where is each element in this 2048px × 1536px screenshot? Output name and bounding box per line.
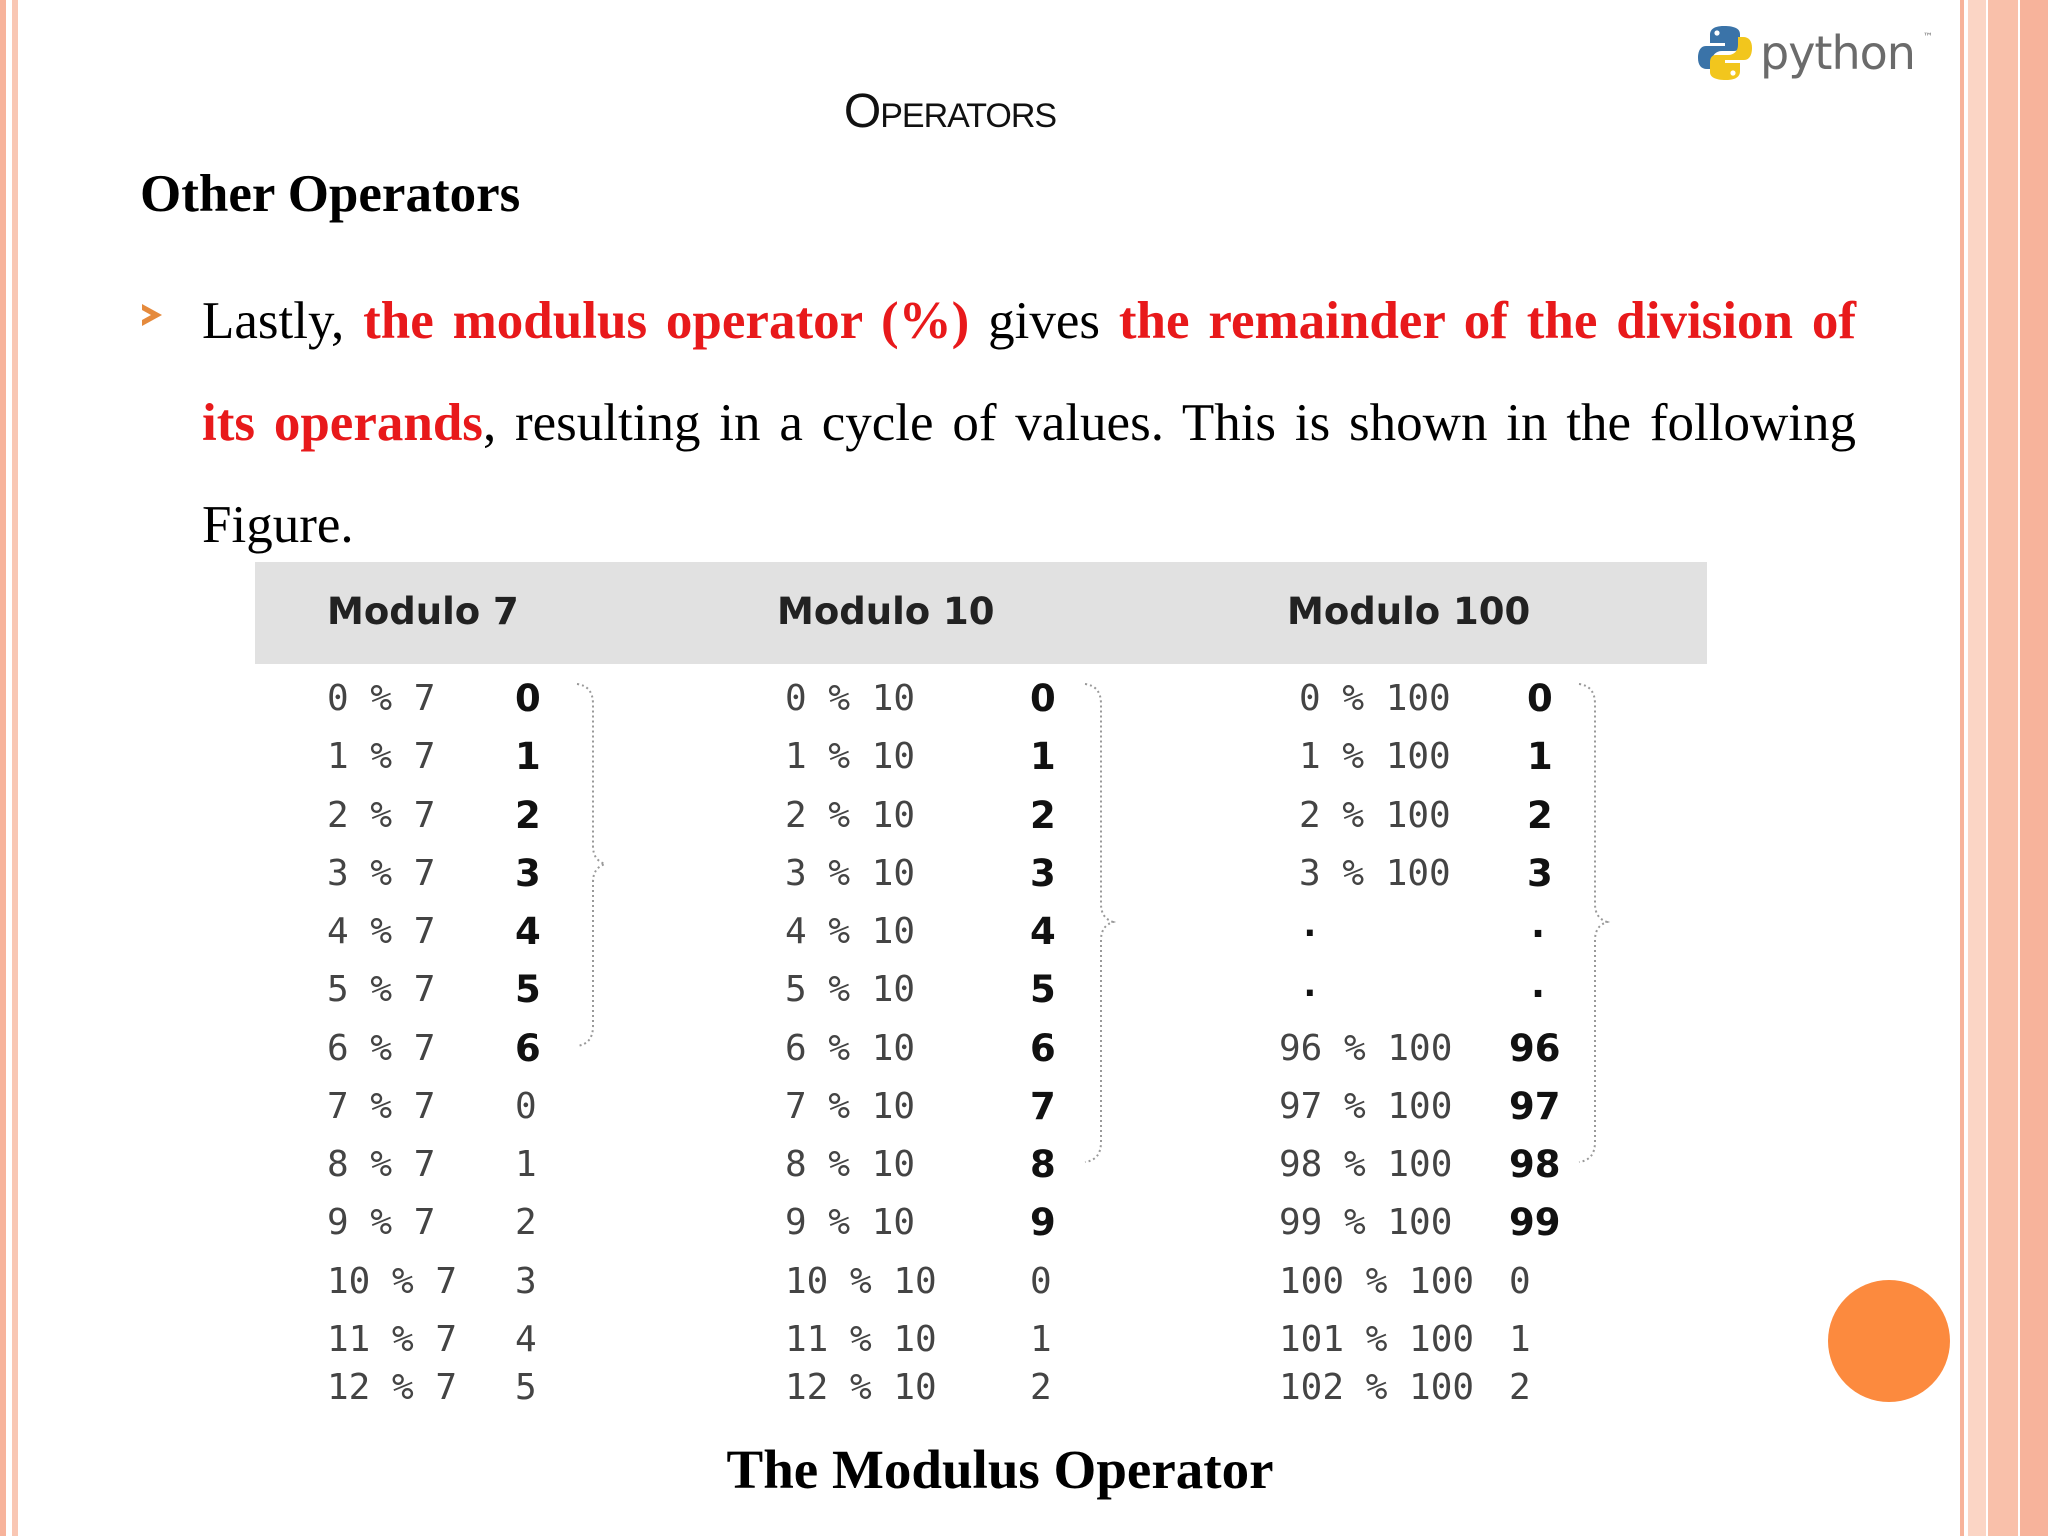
expression-cell: 10 % 7 xyxy=(327,1261,458,1302)
expression-cell: 102 % 100 xyxy=(1279,1367,1475,1408)
bullet-arrow-icon xyxy=(142,304,162,326)
expression-cell: 11 % 7 xyxy=(327,1319,458,1360)
bullet-paragraph xyxy=(202,270,1856,576)
left-border-stripe-inner xyxy=(12,0,18,1536)
result-cell: 0 xyxy=(1509,1261,1531,1302)
column-heading-modulo-10: Modulo 10 xyxy=(777,590,995,633)
result-cell: 8 xyxy=(1030,1143,1056,1186)
right-border-stripe xyxy=(1968,0,1986,1536)
expression-cell: 11 % 10 xyxy=(785,1319,937,1360)
expression-cell: 3 % 7 xyxy=(327,853,436,894)
expression-cell: 96 % 100 xyxy=(1279,1028,1453,1069)
expression-cell: 1 % 7 xyxy=(327,736,436,777)
result-cell: 9 xyxy=(1030,1201,1056,1244)
expression-cell: 101 % 100 xyxy=(1279,1319,1475,1360)
expression-cell: 97 % 100 xyxy=(1279,1086,1453,1127)
section-heading: Other Operators xyxy=(140,165,521,223)
result-cell: 1 xyxy=(515,735,541,778)
expression-cell: 12 % 7 xyxy=(327,1367,458,1408)
expression-cell: 0 % 7 xyxy=(327,678,436,719)
expression-cell: 8 % 7 xyxy=(327,1144,436,1185)
expression-cell: 0 % 10 xyxy=(785,678,916,719)
result-cell: 0 xyxy=(1030,677,1056,720)
result-cell: 0 xyxy=(1527,677,1553,720)
modulus-figure xyxy=(255,562,1707,1422)
result-cell: 98 xyxy=(1509,1143,1561,1186)
ellipsis-dot: . xyxy=(1531,903,1546,946)
cycle-brace-modulo-10 xyxy=(1081,680,1121,1166)
result-cell: 5 xyxy=(1030,968,1056,1011)
right-border-stripe xyxy=(1988,0,2018,1536)
trademark-symbol: ™ xyxy=(1922,31,1933,43)
bullet-text-part: gives xyxy=(969,292,1119,350)
python-logo-text: python xyxy=(1760,26,1915,80)
result-cell: 1 xyxy=(1509,1319,1531,1360)
expression-cell: 10 % 10 xyxy=(785,1261,937,1302)
cycle-brace-modulo-7 xyxy=(573,680,613,1050)
expression-cell: 4 % 10 xyxy=(785,911,916,952)
expression-cell: 0 % 100 xyxy=(1299,678,1451,719)
result-cell: 2 xyxy=(515,794,541,837)
expression-cell: 98 % 100 xyxy=(1279,1144,1453,1185)
result-cell: 99 xyxy=(1509,1201,1561,1244)
result-cell: 2 xyxy=(1509,1367,1531,1408)
expression-cell: 8 % 10 xyxy=(785,1144,916,1185)
result-cell: 97 xyxy=(1509,1085,1561,1128)
expression-cell: 7 % 10 xyxy=(785,1086,916,1127)
result-cell: 0 xyxy=(515,1086,537,1127)
result-cell: 2 xyxy=(1030,1367,1052,1408)
slide-title: Operators xyxy=(843,85,1057,138)
result-cell: 6 xyxy=(1030,1027,1056,1070)
highlight-modulus-operator: the modulus operator (%) xyxy=(363,292,970,350)
column-heading-modulo-100: Modulo 100 xyxy=(1287,590,1531,633)
expression-cell: 3 % 10 xyxy=(785,853,916,894)
result-cell: 0 xyxy=(1030,1261,1052,1302)
result-cell: 1 xyxy=(1030,735,1056,778)
result-cell: 4 xyxy=(515,1319,537,1360)
bullet-text-part: , resulting in a cycle of values. This is shown in the following Figure. xyxy=(202,394,1856,554)
expression-cell: 6 % 7 xyxy=(327,1028,436,1069)
expression-cell: 1 % 100 xyxy=(1299,736,1451,777)
result-cell: 1 xyxy=(1527,735,1553,778)
result-cell: 1 xyxy=(515,1144,537,1185)
result-cell: 3 xyxy=(515,852,541,895)
expression-cell: 9 % 7 xyxy=(327,1202,436,1243)
left-border-stripe xyxy=(0,0,6,1536)
result-cell: 5 xyxy=(515,968,541,1011)
ellipsis-dot: . xyxy=(1531,963,1546,1006)
expression-cell: 6 % 10 xyxy=(785,1028,916,1069)
ellipsis-dot: . xyxy=(1299,904,1321,945)
result-cell: 96 xyxy=(1509,1027,1561,1070)
result-cell: 1 xyxy=(1030,1319,1052,1360)
cycle-brace-modulo-100 xyxy=(1575,680,1615,1166)
result-cell: 0 xyxy=(515,677,541,720)
python-snake-icon xyxy=(1698,24,1752,82)
highlight-remainder: the remainder of the division of its operands xyxy=(202,292,1856,452)
expression-cell: 1 % 10 xyxy=(785,736,916,777)
right-border-stripe xyxy=(1960,0,1964,1536)
bullet-text-part: Lastly, xyxy=(202,292,364,350)
python-logo xyxy=(1698,18,1933,88)
ellipsis-dot: . xyxy=(1299,964,1321,1005)
result-cell: 2 xyxy=(1527,794,1553,837)
result-cell: 3 xyxy=(1030,852,1056,895)
expression-cell: 7 % 7 xyxy=(327,1086,436,1127)
expression-cell: 9 % 10 xyxy=(785,1202,916,1243)
result-cell: 2 xyxy=(515,1202,537,1243)
result-cell: 3 xyxy=(515,1261,537,1302)
result-cell: 7 xyxy=(1030,1085,1056,1128)
expression-cell: 3 % 100 xyxy=(1299,853,1451,894)
result-cell: 2 xyxy=(1030,794,1056,837)
decorative-orange-circle xyxy=(1828,1280,1950,1402)
figure-caption: The Modulus Operator xyxy=(726,1439,1274,1500)
result-cell: 3 xyxy=(1527,852,1553,895)
expression-cell: 5 % 10 xyxy=(785,969,916,1010)
result-cell: 4 xyxy=(1030,910,1056,953)
column-heading-modulo-7: Modulo 7 xyxy=(327,590,519,633)
expression-cell: 4 % 7 xyxy=(327,911,436,952)
result-cell: 5 xyxy=(515,1367,537,1408)
expression-cell: 100 % 100 xyxy=(1279,1261,1475,1302)
result-cell: 6 xyxy=(515,1027,541,1070)
expression-cell: 99 % 100 xyxy=(1279,1202,1453,1243)
expression-cell: 2 % 7 xyxy=(327,795,436,836)
expression-cell: 5 % 7 xyxy=(327,969,436,1010)
expression-cell: 2 % 100 xyxy=(1299,795,1451,836)
expression-cell: 12 % 10 xyxy=(785,1367,937,1408)
right-border-stripe xyxy=(2020,0,2048,1536)
result-cell: 4 xyxy=(515,910,541,953)
expression-cell: 2 % 10 xyxy=(785,795,916,836)
